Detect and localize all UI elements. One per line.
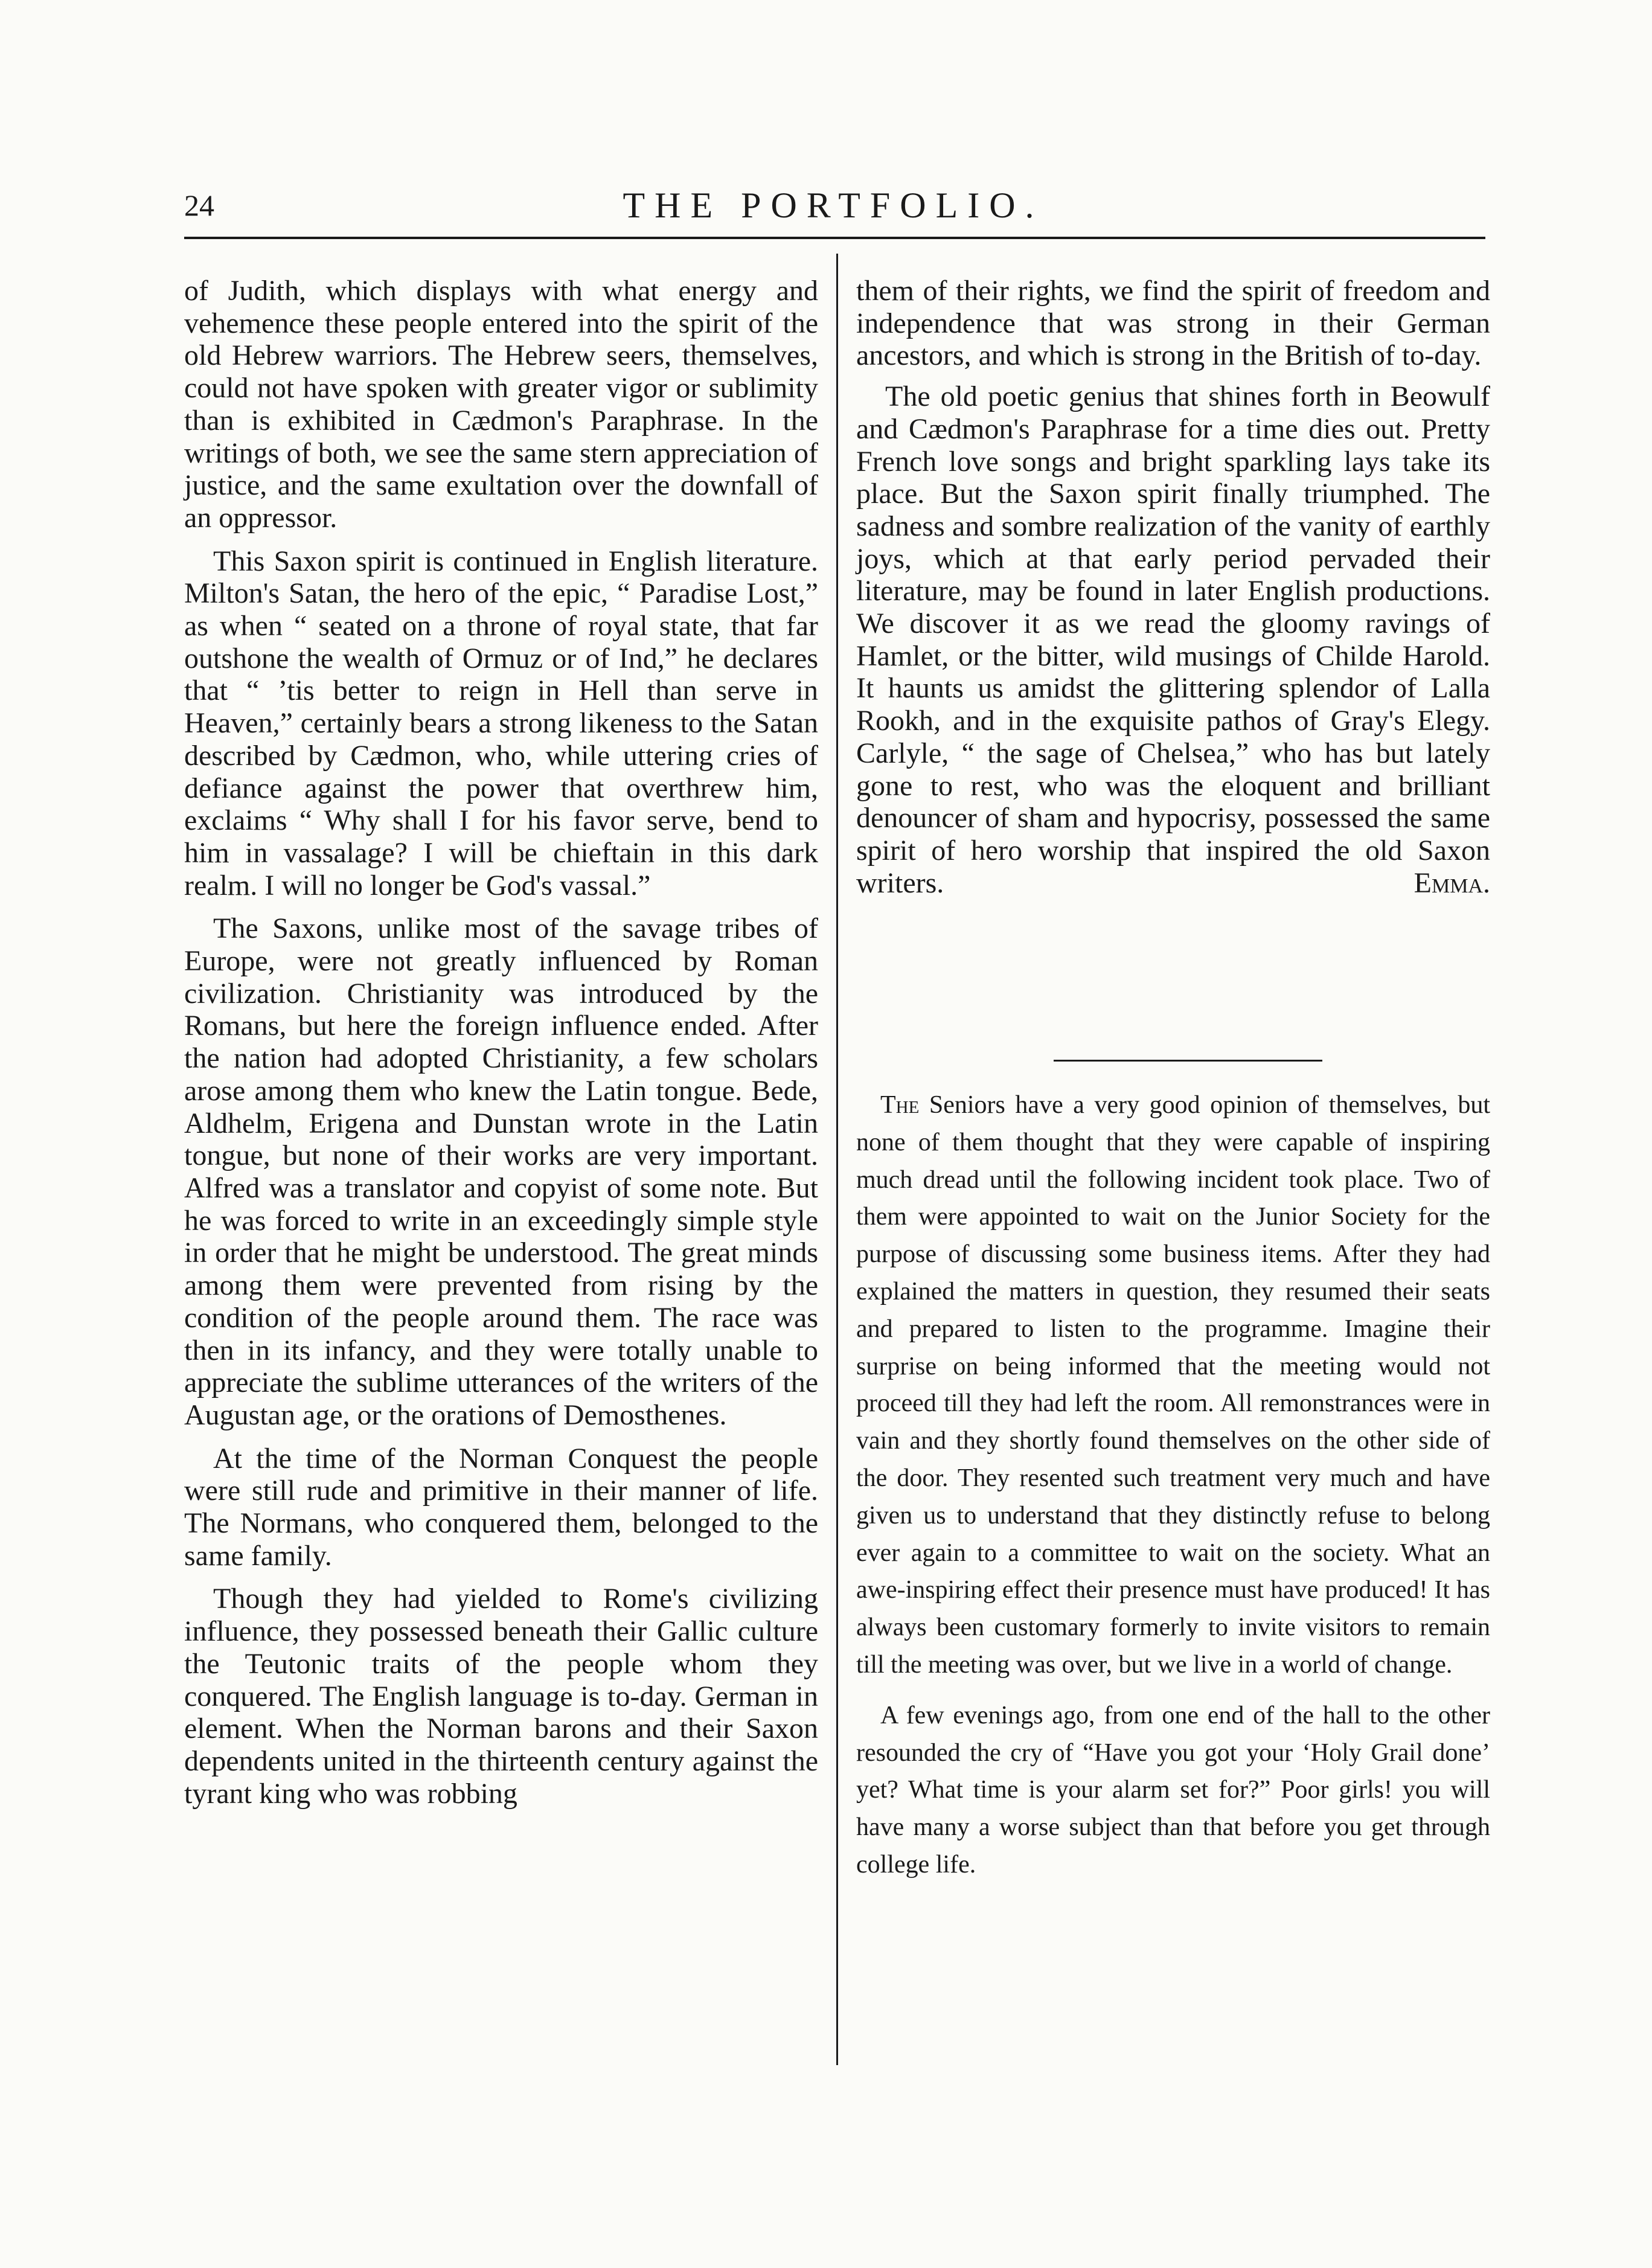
note-text: Seniors have a very good opinion of themselves, but none of them thought that they were capable of inspiring much dread until the following incident took place. Two of them were appointed to wait on the Junior Society for the purpose of discussing some business items. After they had explained the matters in question, they resumed their seats and prepared to listen to the programme. Imagine their surprise on being informed that the meeting would not proceed till they had left the room. All remonstrances were in vain and they shortly found themselves on the other side of the door. They resented such treatment very much and have given us to understand that they distinctly refuse to belong ever again to a committee to wait on the society. What an awe-inspiring effect their presence must have produced! It has always been customary formerly to invite visitors to remain till the meeting was over, but we live in a world of change. bbox=[856, 1091, 1491, 1679]
author-signature: Emma. bbox=[1413, 867, 1490, 899]
paragraph-text: The old poetic genius that shines forth in Beowulf and Cædmon's Paraphrase for a time dies out. Pretty French love songs and bright sparkling lays take its place. But the Saxon spirit finally triumphed. The sadness and sombre realization of the vanity of earthly joys, which at that early period pervaded their literature, may be found in later English productions. We discover it as we read the gloomy ravings of Hamlet, or the bitter, wild musings of Childe Harold. It haunts us amidst the glittering splendor of Lalla Rookh, and in the exquisite pathos of Gray's Elegy. Carlyle, “ the sage of Chelsea,” who has but lately gone to rest, who was the eloquent and brilliant denouncer of sham and hypocrisy, possessed the same spirit of hero worship that inspired the old Saxon writers. bbox=[856, 380, 1490, 899]
note-paragraph bbox=[856, 1087, 1490, 1684]
paragraph: At the time of the Norman Conquest the people were still rude and primitive in their manner of life. The Normans, who conquered them, belonged to the same family. bbox=[184, 1442, 818, 1572]
column-divider bbox=[836, 254, 838, 2065]
note-paragraph: A few evenings ago, from one end of the hall to the other resounded the cry of “Have you got your ‘Holy Grail done’ yet? What time is your alarm set for?” Poor girls! you will have many a worse subject than that before you get through college life. bbox=[856, 1701, 1490, 1879]
paragraph: Though they had yielded to Rome's civilizing influence, they possessed beneath their Gallic culture the Teutonic traits of the people whom they conquered. The English language is to-day. German in element. When the Norman barons and their Saxon dependents united in the thirteenth century against the tyrant king who was robbing bbox=[184, 1583, 818, 1810]
paragraph bbox=[856, 380, 1490, 899]
right-column-notes bbox=[856, 1087, 1490, 1884]
paragraph: them of their rights, we find the spirit of freedom and independence that was strong in their German ancestors, and which is strong in the British of to-day. bbox=[856, 275, 1490, 372]
page-header bbox=[178, 181, 1488, 229]
page-number: 24 bbox=[184, 188, 214, 222]
paragraph: This Saxon spirit is continued in English literature. Milton's Satan, the hero of the epic, “ Paradise Lost,” as when “ seated on a throne of royal state, that far outshone the wealth of Ormuz or of Ind,” he declares that “ ’tis better to reign in Hell than serve in Heaven,” certainly bears a strong likeness to the Satan described by Cædmon, who, while uttering cries of defiance against the power that overthrew him, exclaims “ Why shall I for his favor serve, bend to him in vassalage? I will be chieftain in this dark realm. I will no longer be God's vassal.” bbox=[184, 545, 818, 902]
running-title: THE PORTFOLIO. bbox=[623, 185, 1044, 225]
note-lead-word: The bbox=[880, 1091, 920, 1119]
right-column-essay bbox=[856, 275, 1490, 899]
paragraph: of Judith, which displays with what energy and vehemence these people entered into the spirit of the old Hebrew warriors. The Hebrew seers, themselves, could not have spoken with greater vigor or sublimity than is exhibited in Cædmon's Paraphrase. In the writings of both, we see the same stern appreciation of justice, and the same exultation over the downfall of an oppressor. bbox=[184, 275, 818, 534]
paragraph: The Saxons, unlike most of the savage tribes of Europe, were not greatly influenced by Roman civilization. Christianity was introduced by the Romans, but here the foreign influence ended. After the nation had adopted Christianity, a few scholars arose among them who knew the Latin tongue. Bede, Aldhelm, Erigena and Dunstan wrote in the Latin tongue, but none of their works are very important. Alfred was a translator and copyist of some note. But he was forced to write in an exceedingly simple style in order that he might be understood. The great minds among them were prevented from rising by the condition of the people around them. The race was then in its infancy, and they were totally unable to appreciate the sublime utterances of the writers of the Augustan age, or the orations of Demosthenes. bbox=[184, 912, 818, 1431]
left-column bbox=[184, 275, 818, 1810]
section-rule bbox=[1054, 1060, 1322, 1062]
header-rule bbox=[184, 237, 1485, 239]
